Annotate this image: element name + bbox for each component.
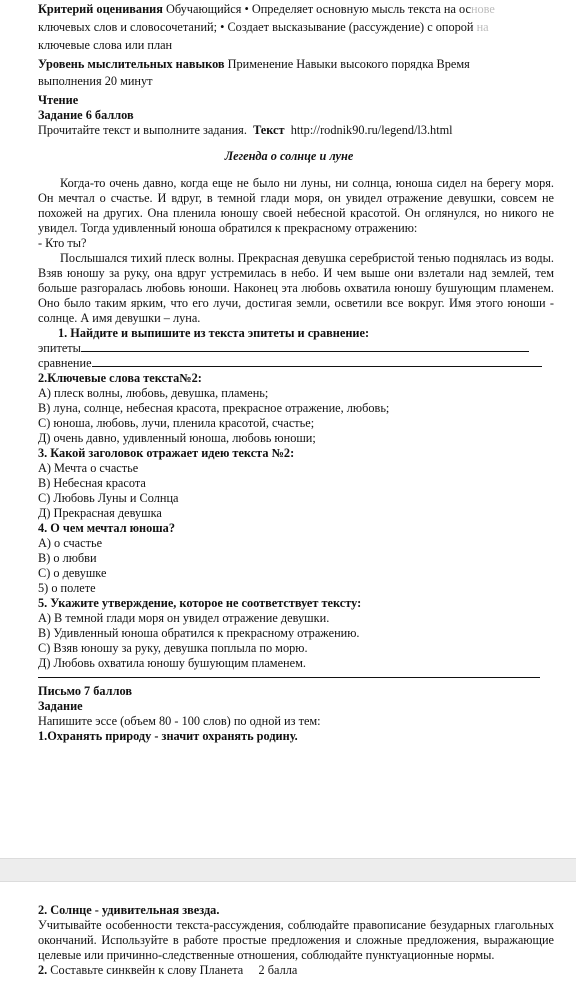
comparison-label: сравнение bbox=[38, 356, 92, 370]
task4-option-c: С) о девушке bbox=[38, 566, 107, 580]
legend-paragraph-2: Послышался тихий плеск волны. Прекрасная девушка серебристой тенью поднялась из воды. Взяв юношу за руку, она вдруг устремилась в небо. И чем выше они взлетали над землей, тем больше разгоралась любовь юноши. Наконец эта любовь охватила юношу бушующим пламенем. Оно было таким ярким, что его лучи, достигая земли, осветили все вокруг. Имя этого юноши - солнце. А имя девушки – луна. bbox=[38, 251, 554, 325]
task4-option-b: В) о любви bbox=[38, 551, 97, 565]
epithets-label: эпитеты bbox=[38, 341, 81, 355]
writing-task-label: Задание bbox=[38, 699, 83, 713]
task2-option-a: А) плеск волны, любовь, девушка, пламень; bbox=[38, 386, 269, 400]
criteria-label: Критерий оценивания bbox=[38, 2, 163, 16]
thinking-line-2: выполнения 20 минут bbox=[38, 74, 153, 88]
criteria-text-2: ключевых слов и словосочетаний; • Создает высказывание (рассуждение) с опорой bbox=[38, 20, 477, 34]
epithets-answer-field[interactable] bbox=[81, 341, 529, 352]
essay-topic-1: 1.Охранять природу - значит охранять родину. bbox=[38, 729, 298, 743]
task2-title: 2.Ключевые слова текста№2: bbox=[38, 371, 202, 385]
task4-option-5: 5) о полете bbox=[38, 581, 96, 595]
cinquain-text: Составьте синквейн к слову Планета 2 балла bbox=[47, 963, 298, 977]
page-1-content bbox=[38, 2, 554, 744]
legend-paragraph-1: Когда-то очень давно, когда еще не было ни луны, ни солнца, юноша сидел на берегу моря. Он мечтал о счастье. И вдруг, в темной глади моря, он увидел отражение девушки, совсем не похожей на других. Она пленила юношу своей небесной красотой. Он оглянулся, но никого не увидел. Тогда удивленный юноша обратился к прекрасному отражению: bbox=[38, 176, 554, 235]
task1-title: 1. Найдите и выпишите из текста эпитеты и сравнение: bbox=[58, 326, 370, 340]
legend-title: Легенда о солнце и луне bbox=[224, 149, 354, 163]
task2-option-c: С) юноша, любовь, лучи, пленила красотой, счастье; bbox=[38, 416, 315, 430]
thinking-line-1 bbox=[38, 57, 554, 72]
page-2-content bbox=[38, 903, 554, 978]
task5-option-d: Д) Любовь охватила юношу бушующим пламенем. bbox=[38, 656, 306, 670]
writing-heading: Письмо 7 баллов bbox=[38, 684, 132, 698]
comparison-answer-field[interactable] bbox=[92, 356, 542, 367]
task2-option-b: В) луна, солнце, небесная красота, прекрасное отражение, любовь; bbox=[38, 401, 390, 415]
criteria-line-3: ключевые слова или план bbox=[38, 38, 173, 52]
legend-question: - Кто ты? bbox=[38, 236, 87, 250]
task5-option-c: С) Взяв юношу за руку, девушка поплыла по морю. bbox=[38, 641, 308, 655]
task5-option-b: В) Удивленный юноша обратился к прекрасному отражению. bbox=[38, 626, 360, 640]
task4-option-a: А) о счастье bbox=[38, 536, 103, 550]
task3-option-a: А) Мечта о счастье bbox=[38, 461, 139, 475]
task2-option-d: Д) очень давно, удивленный юноша, любовь юноши; bbox=[38, 431, 316, 445]
writing-instruction: Напишите эссе (объем 80 - 100 слов) по одной из тем: bbox=[38, 714, 321, 728]
thinking-text: Применение Навыки высокого порядка Время bbox=[224, 57, 470, 71]
task5-title: 5. Укажите утверждение, которое не соответствует тексту: bbox=[38, 596, 362, 610]
criteria-text-1-faded: нове bbox=[470, 2, 495, 16]
reading-instruction-line bbox=[38, 123, 554, 138]
task4-title: 4. О чем мечтал юноша? bbox=[38, 521, 175, 535]
page-separator bbox=[0, 858, 576, 882]
comparison-line bbox=[38, 356, 554, 371]
criteria-line-1 bbox=[38, 2, 554, 17]
thinking-label: Уровень мыслительных навыков bbox=[38, 57, 225, 71]
cinquain-line bbox=[38, 963, 554, 978]
cinquain-number: 2. bbox=[38, 963, 48, 977]
task3-option-b: В) Небесная красота bbox=[38, 476, 146, 490]
section-divider bbox=[38, 677, 540, 678]
reading-task: Задание 6 баллов bbox=[38, 108, 134, 122]
criteria-text-1: Обучающийся • Определяет основную мысль текста на ос bbox=[162, 2, 471, 16]
task3-option-c: С) Любовь Луны и Солнца bbox=[38, 491, 179, 505]
essay-topic-2: 2. Солнце - удивительная звезда. bbox=[38, 903, 220, 917]
text-label: Текст bbox=[253, 123, 285, 137]
epithets-line bbox=[38, 341, 554, 356]
reading-heading: Чтение bbox=[38, 93, 79, 107]
essay-guidance: Учитывайте особенности текста-рассуждения, соблюдайте правописание безударных глагольных окончаний. Используйте в работе простые предложения и сложные предложения, выражающие целевые или причинно-следственные отношения, соблюдайте пунктуационные нормы. bbox=[38, 918, 554, 962]
worksheet-page-2 bbox=[0, 882, 576, 1008]
task5-option-a: А) В темной глади моря он увидел отражение девушки. bbox=[38, 611, 330, 625]
task3-option-d: Д) Прекрасная девушка bbox=[38, 506, 162, 520]
source-url: http://rodnik90.ru/legend/l3.html bbox=[290, 123, 453, 137]
criteria-text-2-faded: на bbox=[476, 20, 489, 34]
reading-instruction: Прочитайте текст и выполните задания. bbox=[38, 123, 247, 137]
criteria-line-2 bbox=[38, 20, 554, 35]
task3-title: 3. Какой заголовок отражает идею текста №2: bbox=[38, 446, 295, 460]
